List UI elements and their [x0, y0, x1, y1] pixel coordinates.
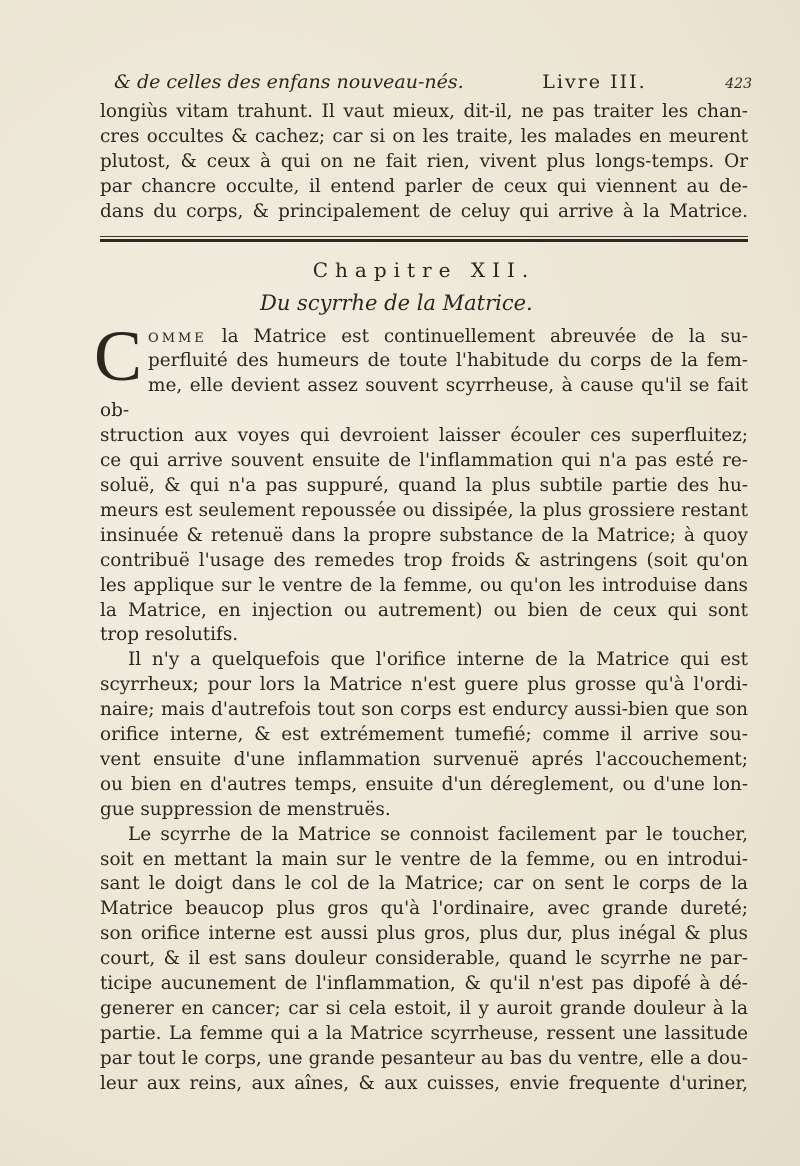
text-line: meurs est seulement repoussée ou dissipée, la plus grossiere restant — [100, 499, 748, 521]
text-line: gue suppression de menstruës. — [100, 798, 391, 820]
text-line: contribuë l'usage des remedes trop froids & astringens (soit qu'on — [100, 549, 748, 571]
text-line: perfluité des humeurs de toute l'habitude du corps de la fem- — [148, 350, 748, 372]
text-line: les applique sur le ventre de la femme, ou qu'on les introduise dans — [100, 574, 748, 596]
page-number: 423 — [725, 76, 752, 92]
text-line: ou bien en d'autres temps, ensuite d'un déreglement, ou d'une lon- — [100, 773, 748, 795]
text-line: Il n'y a quelquefois que l'orifice interne de la Matrice qui est — [128, 649, 748, 671]
text-line: leur aux reins, aux aînes, & aux cuisses, envie frequente d'uriner, — [100, 1072, 748, 1094]
chapter-heading: Chapitre XII. — [312, 257, 536, 282]
text-line: par chancre occulte, il entend parler de ceux qui viennent au de- — [100, 175, 748, 197]
drop-cap: C — [94, 315, 143, 396]
section-rule — [100, 235, 748, 245]
text-line: insinuée & retenuë dans la propre substance de la Matrice; à quoy — [100, 524, 748, 546]
text-line: dans du corps, & principalement de celuy qui arrive à la Matrice. — [100, 200, 748, 222]
text-line: trop resolutifs. — [100, 624, 239, 646]
text-line: me, elle devient assez souvent scyrrheuse, à cause qu'il se fait ob- — [100, 375, 748, 422]
text-line: court, & il est sans douleur considerable, quand le scyrrhe ne par- — [100, 948, 748, 970]
chapter-subtitle: Du scyrrhe de la Matrice. — [260, 290, 533, 315]
text-line: scyrrheux; pour lors la Matrice n'est guere plus grosse qu'à l'ordi- — [100, 674, 748, 696]
text-line: ce qui arrive souvent ensuite de l'inflammation qui n'a pas esté re- — [100, 450, 748, 472]
text-line: longiùs vitam trahunt. Il vaut mieux, dit-il, ne pas traiter les chan- — [100, 101, 748, 122]
text-line: partie. La femme qui a la Matrice scyrrheuse, ressent une lassitude — [100, 1022, 748, 1044]
text-line: plutost, & ceux à qui on ne fait rien, vivent plus longs-temps. Or — [100, 150, 748, 172]
paragraph-diagnosis — [100, 823, 748, 1097]
text-line: orifice interne, & est extrémement tumefié; comme il arrive sou- — [100, 724, 748, 746]
text-line: Matrice beaucop plus gros qu'à l'ordinaire, avec grande dureté; — [100, 898, 748, 920]
text-line: son orifice interne est aussi plus gros, plus dur, plus inégal & plus — [100, 923, 748, 945]
text-line: sant le doigt dans le col de la Matrice; car on sent le corps de la — [100, 873, 748, 895]
intro-paragraph — [100, 100, 748, 225]
text-line: par tout le corps, une grande pesanteur au bas du ventre, elle a dou- — [100, 1047, 748, 1069]
running-title: & de celles des enfans nouveau-nés. — [114, 71, 464, 93]
text-line: la Matrice est continuellement abreuvée de la su- — [221, 325, 748, 347]
text-line: generer en cancer; car si cela estoit, il y auroit grande douleur à la — [100, 998, 748, 1019]
opening-paragraph — [94, 315, 748, 649]
text-line: la Matrice, en injection ou autrement) ou bien de ceux qui sont — [100, 599, 748, 621]
book-number: Livre III. — [542, 71, 647, 93]
text-line: struction aux voyes qui devroient laisser écouler ces superfluitez; — [100, 425, 748, 447]
text-line: naire; mais d'autrefois tout son corps est endurcy aussi-bien que son — [100, 699, 748, 721]
text-line: soit en mettant la main sur le ventre de la femme, ou en introdui- — [100, 848, 748, 870]
text-line: vent ensuite d'une inflammation survenuë aprés l'accouchement; — [100, 748, 748, 770]
text-line: cres occultes & cachez; car si on les traite, les malades en meurent — [100, 125, 748, 147]
text-line: soluë, & qui n'a pas suppuré, quand la plus subtile partie des hu- — [100, 474, 748, 496]
text-line: ticipe aucunement de l'inflammation, & qu'il n'est pas dipofé à dé- — [100, 973, 748, 995]
paragraph-orifice — [100, 648, 748, 822]
running-header — [100, 68, 752, 98]
text-line: Le scyrrhe de la Matrice se connoist facilement par le toucher, — [128, 823, 748, 845]
first-word: omme — [148, 325, 207, 347]
page-text-block — [94, 68, 752, 1097]
